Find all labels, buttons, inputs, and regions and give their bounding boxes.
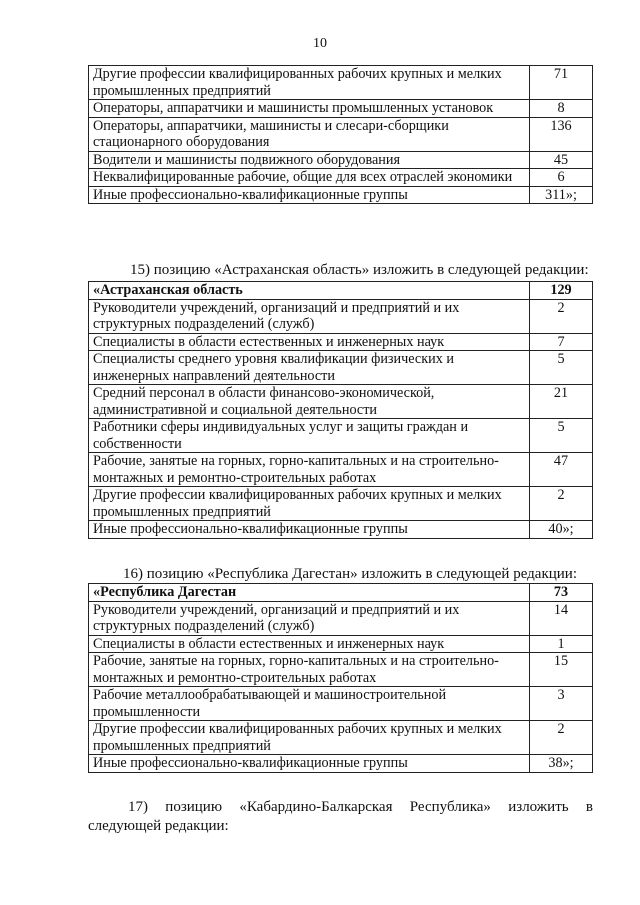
region-total: 73: [530, 584, 593, 602]
page-number: 10: [313, 36, 327, 51]
row-value: 47: [530, 453, 593, 487]
row-label: Другие профессии квалифицированных рабочих крупных и мелких промышленных предприятий: [89, 721, 530, 755]
row-value: 311»;: [530, 186, 593, 204]
table-row: [89, 635, 593, 653]
row-value: 2: [530, 299, 593, 333]
row-label: Руководители учреждений, организаций и предприятий и их структурных подразделений (служб): [89, 601, 530, 635]
region-name: «Республика Дагестан: [89, 584, 530, 602]
table-row: [89, 419, 593, 453]
row-label: Другие профессии квалифицированных рабочих крупных и мелких промышленных предприятий: [89, 66, 530, 100]
region-name: «Астраханская область: [89, 282, 530, 300]
row-label: Специалисты среднего уровня квалификации физических и инженерных направлений деятельности: [89, 351, 530, 385]
row-value: 21: [530, 385, 593, 419]
table-row: [89, 721, 593, 755]
row-label: Другие профессии квалифицированных рабочих крупных и мелких промышленных предприятий: [89, 487, 530, 521]
table-row: [89, 186, 593, 204]
table-row: [89, 521, 593, 539]
row-value: 1: [530, 635, 593, 653]
row-label: Специалисты в области естественных и инженерных наук: [89, 635, 530, 653]
row-label: Рабочие металлообрабатывающей и машиностроительной промышленности: [89, 687, 530, 721]
row-value: 2: [530, 487, 593, 521]
table-row: [89, 66, 593, 100]
row-value: 8: [530, 100, 593, 118]
table-row: [89, 687, 593, 721]
table-header-row: [89, 584, 593, 602]
row-label: Руководители учреждений, организаций и предприятий и их структурных подразделений (служб): [89, 299, 530, 333]
row-label: Средний персонал в области финансово-экономической, административной и социальной деятельности: [89, 385, 530, 419]
table-row: [89, 487, 593, 521]
table-row: [89, 299, 593, 333]
row-value: 5: [530, 351, 593, 385]
row-value: 2: [530, 721, 593, 755]
row-value: 45: [530, 151, 593, 169]
row-value: 15: [530, 653, 593, 687]
row-value: 14: [530, 601, 593, 635]
table-row: [89, 169, 593, 187]
table-row: [89, 351, 593, 385]
row-label: Водители и машинисты подвижного оборудования: [89, 151, 530, 169]
row-label: Иные профессионально-квалификационные группы: [89, 521, 530, 539]
table-row: [89, 333, 593, 351]
table-row: [89, 151, 593, 169]
table-row: [89, 453, 593, 487]
table-row: [89, 601, 593, 635]
row-label: Рабочие, занятые на горных, горно-капитальных и на строительно-монтажных и ремонтно-строительных работах: [89, 453, 530, 487]
table-astrakhan: [88, 281, 593, 539]
region-total: 129: [530, 282, 593, 300]
table-dagestan: [88, 583, 593, 773]
row-value: 5: [530, 419, 593, 453]
row-label: Работники сферы индивидуальных услуг и защиты граждан и собственности: [89, 419, 530, 453]
row-value: 136: [530, 117, 593, 151]
row-label: Операторы, аппаратчики, машинисты и слесари-сборщики стационарного оборудования: [89, 117, 530, 151]
row-value: 6: [530, 169, 593, 187]
table-row: [89, 100, 593, 118]
row-value: 7: [530, 333, 593, 351]
row-value: 40»;: [530, 521, 593, 539]
paragraph-15: 15) позицию «Астраханская область» изложить в следующей редакции:: [130, 262, 589, 278]
table-continuation: [88, 65, 593, 204]
row-label: Иные профессионально-квалификационные группы: [89, 755, 530, 773]
table-row: [89, 385, 593, 419]
table-row: [89, 117, 593, 151]
row-label: Специалисты в области естественных и инженерных наук: [89, 333, 530, 351]
row-label: Операторы, аппаратчики и машинисты промышленных установок: [89, 100, 530, 118]
row-value: 71: [530, 66, 593, 100]
row-label: Иные профессионально-квалификационные группы: [89, 186, 530, 204]
paragraph-16: 16) позицию «Республика Дагестан» изложить в следующей редакции:: [123, 566, 577, 582]
table-row: [89, 653, 593, 687]
row-value: 38»;: [530, 755, 593, 773]
paragraph-17: 17) позицию «Кабардино-Балкарская Республика» изложить в следующей редакции:: [88, 799, 593, 834]
row-label: Рабочие, занятые на горных, горно-капитальных и на строительно-монтажных и ремонтно-строительных работах: [89, 653, 530, 687]
table-row: [89, 755, 593, 773]
row-label: Неквалифицированные рабочие, общие для всех отраслей экономики: [89, 169, 530, 187]
table-header-row: [89, 282, 593, 300]
row-value: 3: [530, 687, 593, 721]
